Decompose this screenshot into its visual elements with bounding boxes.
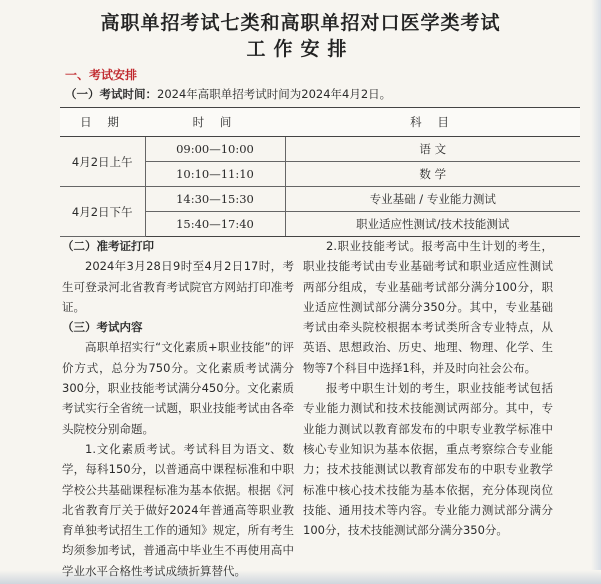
table-row <box>60 137 580 162</box>
table-row <box>60 187 580 212</box>
right-column <box>303 236 553 540</box>
admission-paragraph: 2024年3月28日9时至4月2日17时，考生可登录河北省教育考试院官方网站打印准考证。 <box>62 259 294 314</box>
table-header-row <box>60 108 580 137</box>
subject-cell: 专业基础 / 专业能力测试 <box>285 187 580 212</box>
section-heading-content: （三）考试内容 <box>62 320 143 335</box>
skill-exam-paragraph: 2.职业技能考试。报考高中生计划的考生，职业技能考试由专业基础考试和职业适应性测试两部分组成，专业基础考试部分满分100分，职业适应性测试部分满分350分。其中，专业基础考试由牵头院校根据本考试类所含专业特点，从英语、思想政治、历史、地理、物理、化学、生物等7个科目中选择1科，并及时向社会公布。 <box>303 239 553 375</box>
time-cell: 15:40—17:40 <box>145 212 285 237</box>
date-cell: 4月2日上午 <box>60 137 145 187</box>
header-date: 日 期 <box>60 108 145 137</box>
subject-cell: 职业适应性测试/技术技能测试 <box>285 212 580 237</box>
page-title: 高职单招考试七类和高职单招对口医学类考试 <box>100 12 501 34</box>
left-column <box>62 236 294 581</box>
section-heading-admission: （二）准考证打印 <box>62 239 154 253</box>
culture-exam-paragraph: 1.文化素质考试。考试科目为语文、数学，每科150分，以普通高中课程标准和中职学校公共基础课程标准为基本依据。根据《河北省教育厅关于做好2024年普通高等职业教育单独考试招生工作的通知》规定，所有考生均须参加考试，普通高中毕业生不再使用高中学业水平合格性考试成绩折算替代。 <box>62 441 294 578</box>
header-subject: 科 目 <box>285 108 580 137</box>
time-cell: 10:10—11:10 <box>145 162 285 187</box>
exam-time-label: （一）考试时间： <box>65 87 157 101</box>
exam-time-line <box>65 86 391 102</box>
schedule-table <box>60 107 580 237</box>
page-edge-right <box>591 0 601 584</box>
vocational-paragraph: 报考中职生计划的考生，职业技能考试包括专业能力测试和技术技能测试两部分。其中，专业能力测试以教育部发布的中职专业教学标准中核心专业知识为基本依据，重点考察综合专业能力；技术技能测试以教育部发布的中职专业教学标准中核心技术技能为基本依据，充分体现岗位技能、通用技术等内容。专业能力测试部分满分100分，技术技能测试部分满分350分。 <box>303 381 553 538</box>
content-paragraph: 高职单招实行“文化素质+职业技能”的评价方式，总分为750分。文化素质考试满分300分，职业技能考试满分450分。文化素质考试实行全省统一试题，职业技能考试由各牵头院校分别命题。 <box>62 340 294 436</box>
header-time: 时 间 <box>145 108 285 137</box>
subject-cell: 语 文 <box>285 137 580 162</box>
exam-time-text: 2024年高职单招考试时间为2024年4月2日。 <box>157 87 392 101</box>
time-cell: 14:30—15:30 <box>145 187 285 212</box>
time-cell: 09:00—10:00 <box>145 137 285 162</box>
page-subtitle: 工作安排 <box>246 38 355 60</box>
date-cell: 4月2日下午 <box>60 187 145 237</box>
subject-cell: 数 学 <box>285 162 580 187</box>
section-heading-schedule: 一、考试安排 <box>65 68 138 82</box>
